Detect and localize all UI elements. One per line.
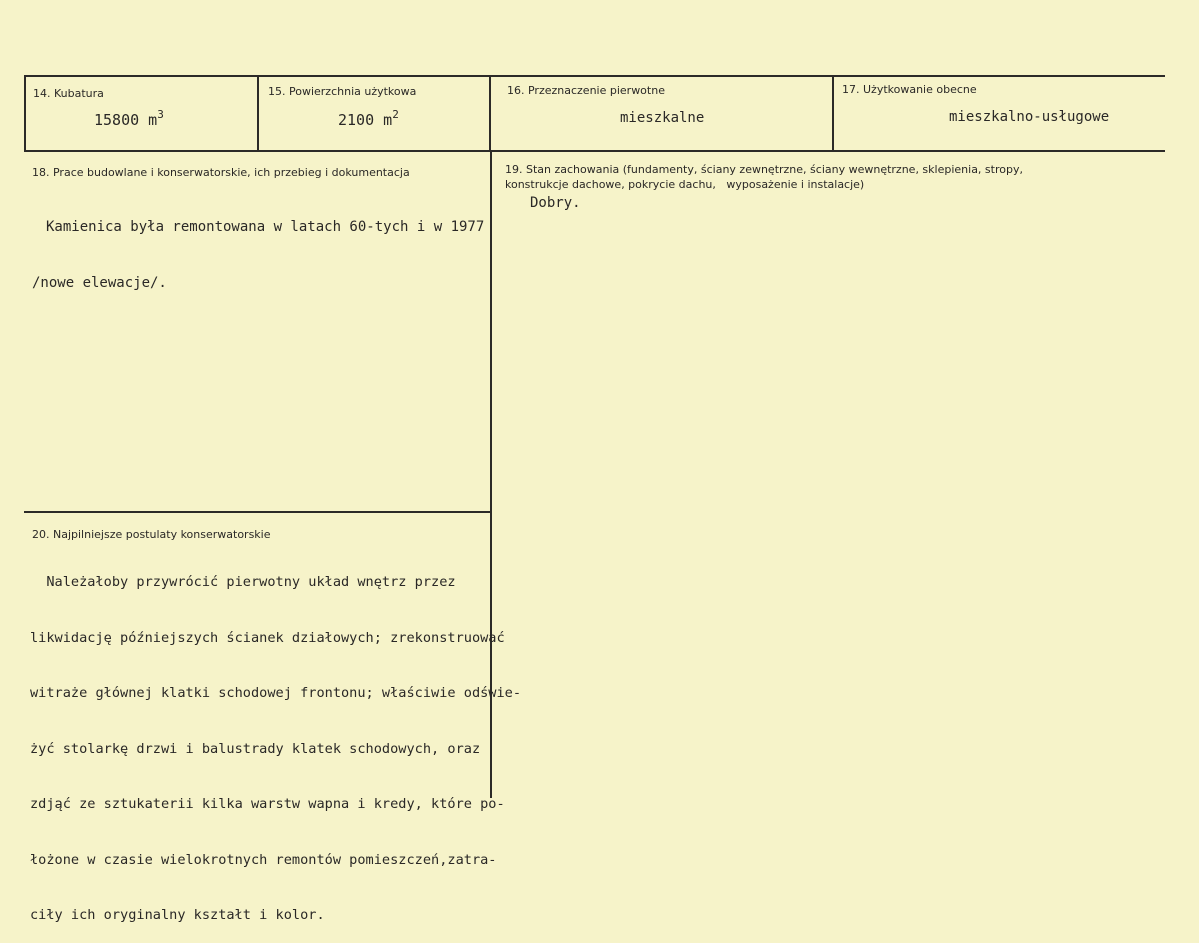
- left-border: [24, 75, 26, 152]
- field-15-exponent: 2: [392, 108, 399, 121]
- field-19-label-line: 19. Stan zachowania (fundamenty, ściany zewnętrzne, ściany wewnętrzne, sklepienia, stropy,: [505, 163, 1023, 176]
- section-18-bottom-rule: [24, 511, 491, 513]
- field-20-line: likwidację późniejszych ścianek działowych; zrekonstruować: [30, 629, 505, 646]
- field-14-value: [94, 108, 164, 129]
- field-20-line: łożone w czasie wielokrotnych remontów pomieszczeń,zatra-: [30, 851, 497, 868]
- field-19-label: [505, 162, 1023, 192]
- divider-14-15: [257, 75, 259, 152]
- field-14-label: 14. Kubatura: [33, 87, 104, 100]
- field-18-text: [32, 181, 485, 311]
- field-19-value: Dobry.: [530, 195, 581, 211]
- field-15-value: [338, 108, 399, 129]
- field-20-line: Należałoby przywrócić pierwotny układ wnętrz przez: [30, 574, 456, 590]
- field-20-line: witraże głównej klatki schodowej frontonu; właściwie odświe-: [30, 685, 522, 701]
- field-15-number: 2100 m: [338, 111, 393, 129]
- divider-15-16: [489, 75, 491, 152]
- top-rule: [24, 75, 1165, 77]
- field-20-line: zdjąć ze sztukaterii kilka warstw wapna i kredy, które po-: [30, 796, 505, 812]
- field-20-line: żyć stolarkę drzwi i balustrady klatek schodowych, oraz: [30, 740, 481, 757]
- field-20-line: ciły ich oryginalny kształt i kolor.: [30, 907, 325, 923]
- field-18-line: /nowe elewacje/.: [32, 274, 167, 291]
- divider-16-17: [832, 75, 834, 152]
- header-row-rule: [24, 150, 1165, 152]
- field-17-value: mieszkalno-usługowe: [949, 109, 1110, 125]
- field-19-label-line: konstrukcje dachowe, pokrycie dachu, wyposażenie i instalacje): [505, 178, 865, 191]
- field-20-text: [30, 536, 521, 943]
- field-16-value: mieszkalne: [620, 110, 705, 126]
- field-18-label: 18. Prace budowlane i konserwatorskie, ich przebieg i dokumentacja: [32, 166, 410, 179]
- field-15-label: 15. Powierzchnia użytkowa: [268, 85, 417, 98]
- field-14-exponent: 3: [157, 108, 164, 121]
- field-18-line: Kamienica była remontowana w latach 60-tych i w 1977: [46, 219, 485, 235]
- field-14-number: 15800 m: [94, 111, 158, 129]
- field-17-label: 17. Użytkowanie obecne: [842, 83, 977, 96]
- field-16-label: 16. Przeznaczenie pierwotne: [507, 84, 665, 97]
- field-20-label: 20. Najpilniejsze postulaty konserwatorskie: [32, 528, 271, 541]
